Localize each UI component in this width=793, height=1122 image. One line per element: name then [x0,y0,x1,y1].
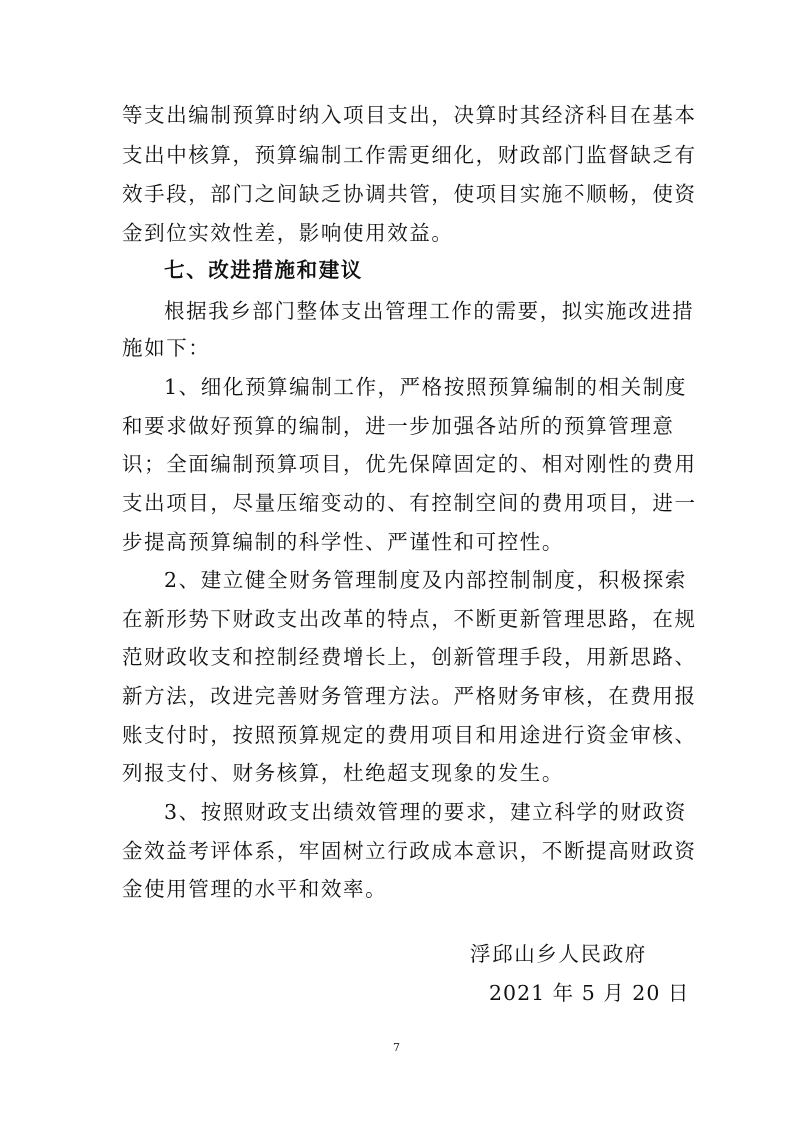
list-item-line: 账支付时，按照预算规定的费用项目和用途进行资金审核、 [122,723,697,747]
list-item-line: 识；全面编制预算项目，优先保障固定的、相对刚性的费用 [122,452,697,476]
paragraph-line: 效手段，部门之间缺乏协调共管，使项目实施不顺畅，使资 [122,182,697,206]
list-item-line: 支出项目，尽量压缩变动的、有控制空间的费用项目，进一 [122,491,697,515]
list-item-line: 范财政收支和控制经费增长上，创新管理手段，用新思路、 [122,645,697,669]
list-item-line: 金效益考评体系，牢固树立行政成本意识，不断提高财政资 [122,839,697,863]
list-item-line: 金使用管理的水平和效率。 [122,877,388,901]
section-heading: 七、改进措施和建议 [164,258,363,282]
signature-organization: 浮邱山乡人民政府 [470,942,647,966]
list-item-line: 新方法，改进完善财务管理方法。严格财务审核，在费用报 [122,684,697,708]
list-item-line: 步提高预算编制的科学性、严谨性和可控性。 [122,530,564,554]
list-item-line: 和要求做好预算的编制，进一步加强各站所的预算管理意 [122,414,675,438]
paragraph-line: 金到位实效性差，影响使用效益。 [122,221,454,245]
list-item-line: 3、按照财政支出绩效管理的要求，建立科学的财政资 [164,800,687,824]
list-item-line: 列报支付、财务核算，杜绝超支现象的发生。 [122,761,564,785]
list-item-line: 1、细化预算编制工作，严格按照预算编制的相关制度 [164,375,687,399]
paragraph-line: 等支出编制预算时纳入项目支出，决算时其经济科目在基本 [122,103,697,127]
page-number: 7 [393,1041,400,1054]
signature-date: 2021 年 5 月 20 日 [489,981,690,1005]
paragraph-line: 根据我乡部门整体支出管理工作的需要，拟实施改进措 [164,299,695,323]
paragraph-line: 支出中核算，预算编制工作需更细化，财政部门监督缺乏有 [122,143,697,167]
paragraph-line: 施如下： [122,336,211,360]
list-item-line: 2、建立健全财务管理制度及内部控制制度，积极探索 [164,568,687,592]
list-item-line: 在新形势下财政支出改革的特点，不断更新管理思路，在规 [122,607,697,631]
